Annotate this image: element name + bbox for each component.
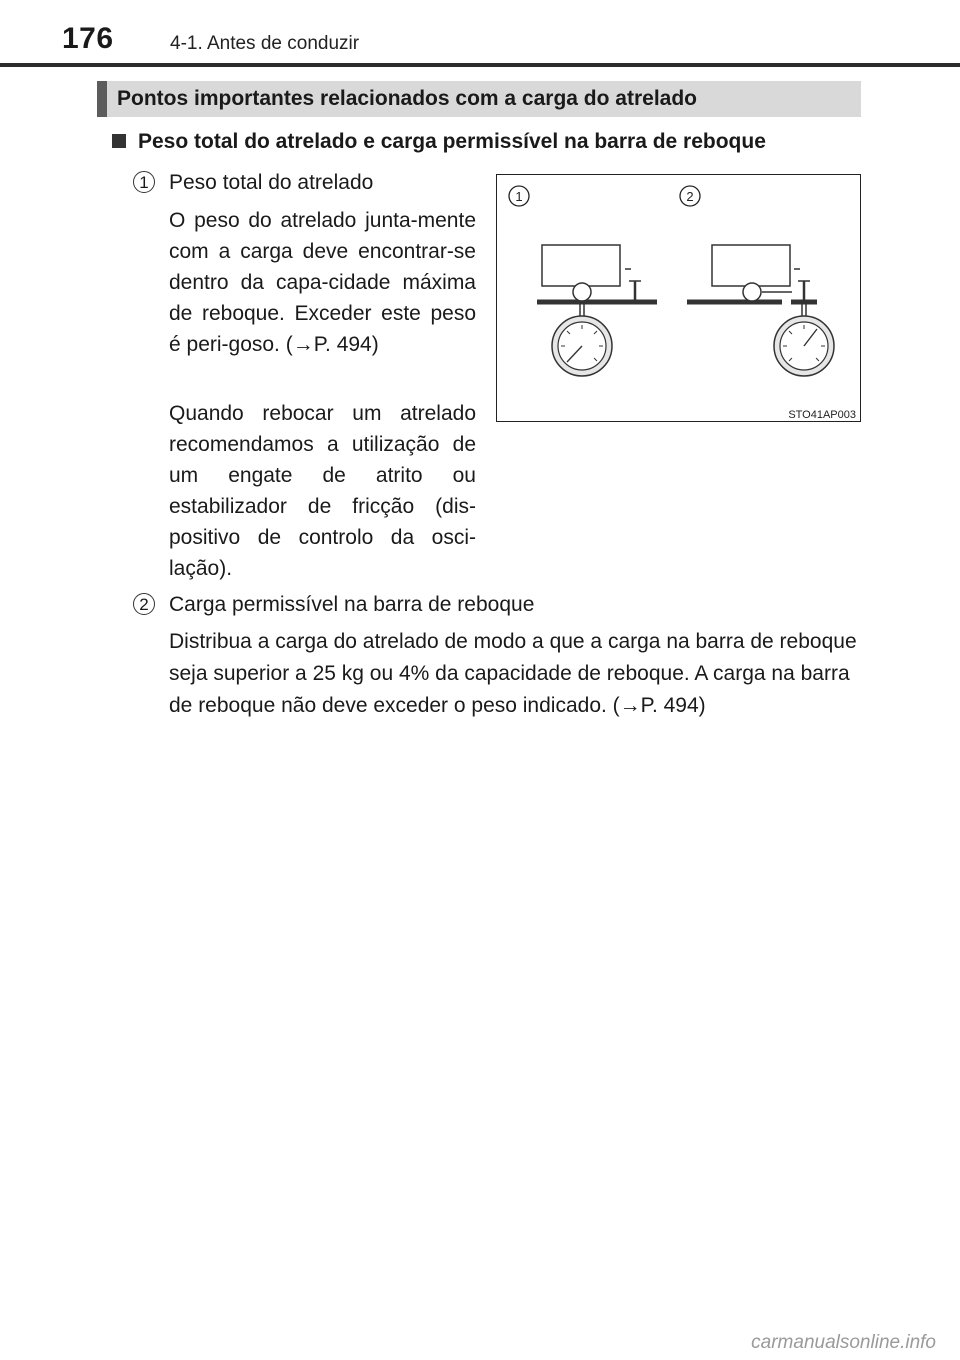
item-2-title: Carga permissível na barra de reboque — [169, 593, 535, 616]
item-1-title: Peso total do atrelado — [169, 171, 374, 194]
section-title-bar — [97, 81, 861, 117]
item-1-paragraph-1: O peso do atrelado junta-mente com a carga deve encontrar-se dentro da capa-cidade máxima de reboque. Exceder este peso é peri-goso. (→P. 494) — [169, 209, 476, 356]
item-1-number-badge: 1 — [133, 171, 155, 193]
item-2-number-badge: 2 — [133, 593, 155, 615]
section-breadcrumb: 4-1. Antes de conduzir — [170, 33, 360, 54]
subheading-text: Peso total do atrelado e carga permissível na barra de reboque — [138, 130, 766, 153]
section-title: Pontos importantes relacionados com a carga do atrelado — [117, 87, 697, 110]
trailer-weight-illustration — [496, 174, 861, 422]
item-1-paragraph-2: Quando rebocar um atrelado recomendamos a utilização de um engate de atrito ou estabilizador de fricção (dis-positivo de controlo da osci-lação). — [169, 402, 476, 580]
scale-1-icon — [537, 245, 657, 376]
figure-label-1: 1 — [515, 189, 523, 204]
square-bullet-icon — [112, 134, 126, 148]
figure-code: STO41AP003 — [788, 409, 856, 421]
header-divider — [0, 63, 960, 67]
subheading — [112, 130, 766, 154]
item-2-paragraph: Distribua a carga do atrelado de modo a que a carga na barra de reboque seja superior a 25 kg ou 4% da capacidade de reboque. A carga na barra de reboque não deve exceder o peso indicado. (→P. 494) — [169, 630, 857, 717]
scale-2-icon — [687, 245, 834, 376]
scale-diagram — [497, 175, 862, 423]
watermark: carmanualsonline.info — [751, 1332, 936, 1353]
page-number: 176 — [62, 22, 114, 55]
figure-label-2: 2 — [686, 189, 694, 204]
